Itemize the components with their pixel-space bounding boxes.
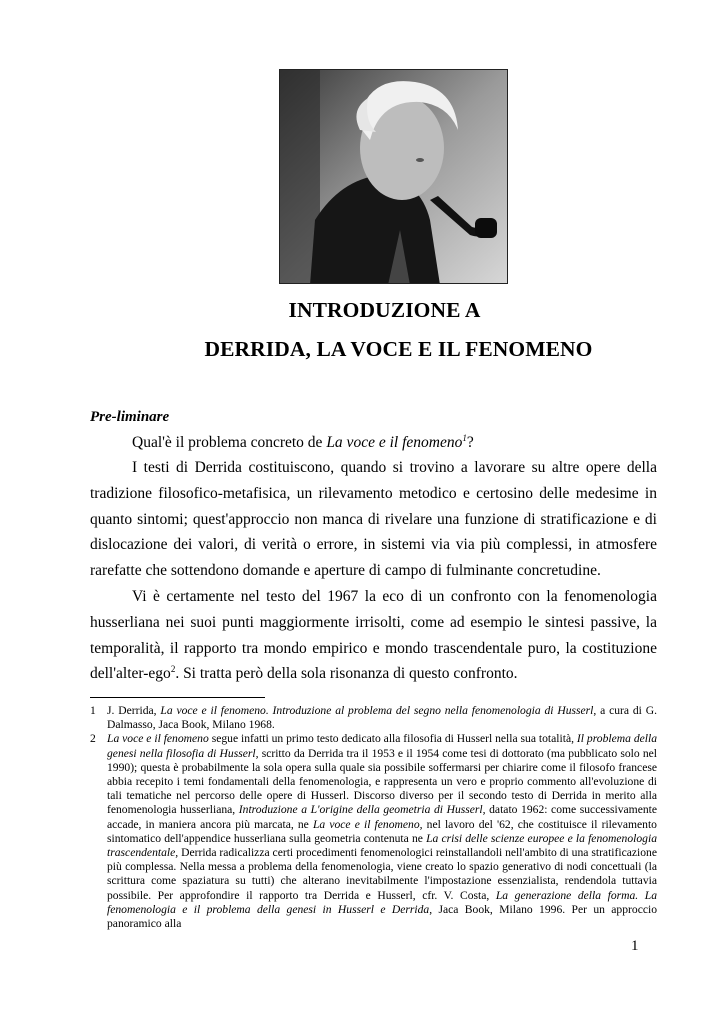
- paragraph-1-text: I testi di Derrida costituiscono, quando si trovino a lavorare su altre opere della tradizione filosofico-metafisica, un rilevamento metodico e certosino delle medesime in quanto sintomi; quest'approccio non manca di rivelare una funzione di stratificazione e di dislocazione dei valori, di verità o errore, in sistemi via via più complessi, in atmosfere rarefatte che sottendono domande e aperture di campo di fulminante concretudine.: [90, 459, 657, 580]
- footnote-number: 2: [90, 732, 96, 746]
- footnote-ref-1[interactable]: 1: [462, 432, 467, 443]
- footnote-number: 1: [90, 704, 96, 717]
- paragraph-2: [90, 584, 657, 687]
- question-title: La voce e il fenomeno: [326, 434, 463, 451]
- footnotes: [90, 704, 657, 931]
- title-line-1: INTRODUZIONE A: [288, 298, 481, 322]
- page-number: 1: [631, 938, 639, 954]
- question-mark: ?: [466, 434, 474, 451]
- paragraph-2-end: . Si tratta però della sola risonanza di questo confronto.: [175, 665, 518, 683]
- portrait-image: [280, 70, 508, 284]
- section-heading: Pre-liminare: [90, 409, 170, 425]
- paragraph-2-text: Vi è certamente nel testo del 1967 la eco di un confronto con la fenomenologia husserliana nei suoi punti maggiormente irrisolti, come ad esempio le sintesi passive, la temporalità, il rapporto tra mondo empirico e mondo trascendentale puro, la costituzione dell'alter-ego: [90, 588, 657, 683]
- question-text: Qual'è il problema concreto de: [132, 434, 327, 451]
- footnote-2: [90, 732, 657, 931]
- footnote-text: J. Derrida, La voce e il fenomeno. Introduzione al problema del segno nella fenomenologia di Husserl, a cura di G. Dalmasso, Jaca Book, Milano 1968.: [107, 704, 657, 732]
- portrait-photo: [279, 69, 508, 284]
- title-line-2: DERRIDA, LA VOCE E IL FENOMENO: [204, 337, 593, 361]
- footnote-ref-2[interactable]: 2: [170, 664, 176, 675]
- footnote-text: La voce e il fenomeno segue infatti un primo testo dedicato alla filosofia di Husserl nella sua totalità, Il problema della genesi nella filosofia di Husserl, scritto da Derrida tra il 1953 e il 1954 come tesi di dottorato (ma pubblicato solo nel 1990); questa è probabilmente la sola opera sulla quale sia possibile soffermarsi per chiarire come il filosofo francese abbia recepito i temi fondamentali della fenomenologia, e rappresenta un vero e proprio commento all'evoluzione di tali tematiche nel percorso delle opere di Husserl. Discorso diverso per il secondo testo di Derrida in merito alla fenomenologia husserliana, Introduzione a L'origine della geometria di Husserl, datato 1962: come successivamente accade, in maniera ancora più marcata, ne La voce e il fenomeno, nel lavoro del '62, che costituisce il rilevamento sintomatico dell'appendice husserliana sulla geometria contenuta ne La crisi delle scienze europee e la fenomenologia trascendentale, Derrida radicalizza certi procedimenti fenomenologici reinstallandoli nell'ambito di una stratificazione più complessa. Nella messa a problema della fenomenologia, viene creato lo spazio generativo di nodi concettuali (la scrittura come spaziatura su tutti) che alterano inevitabilmente l'impostazione essenzialista, rendendola tuttavia possibile. Per approfondire il rapporto tra Derrida e Husserl, cfr. V. Costa, La generazione della forma. La fenomenologia e il problema della genesi in Husserl e Derrida, Jaca Book, Milano 1996. Per un approccio panoramico alla: [107, 732, 658, 931]
- paragraph-1: [90, 455, 657, 584]
- question-line: [90, 430, 657, 456]
- footnote-1: [90, 704, 657, 732]
- footnote-separator: [90, 697, 265, 698]
